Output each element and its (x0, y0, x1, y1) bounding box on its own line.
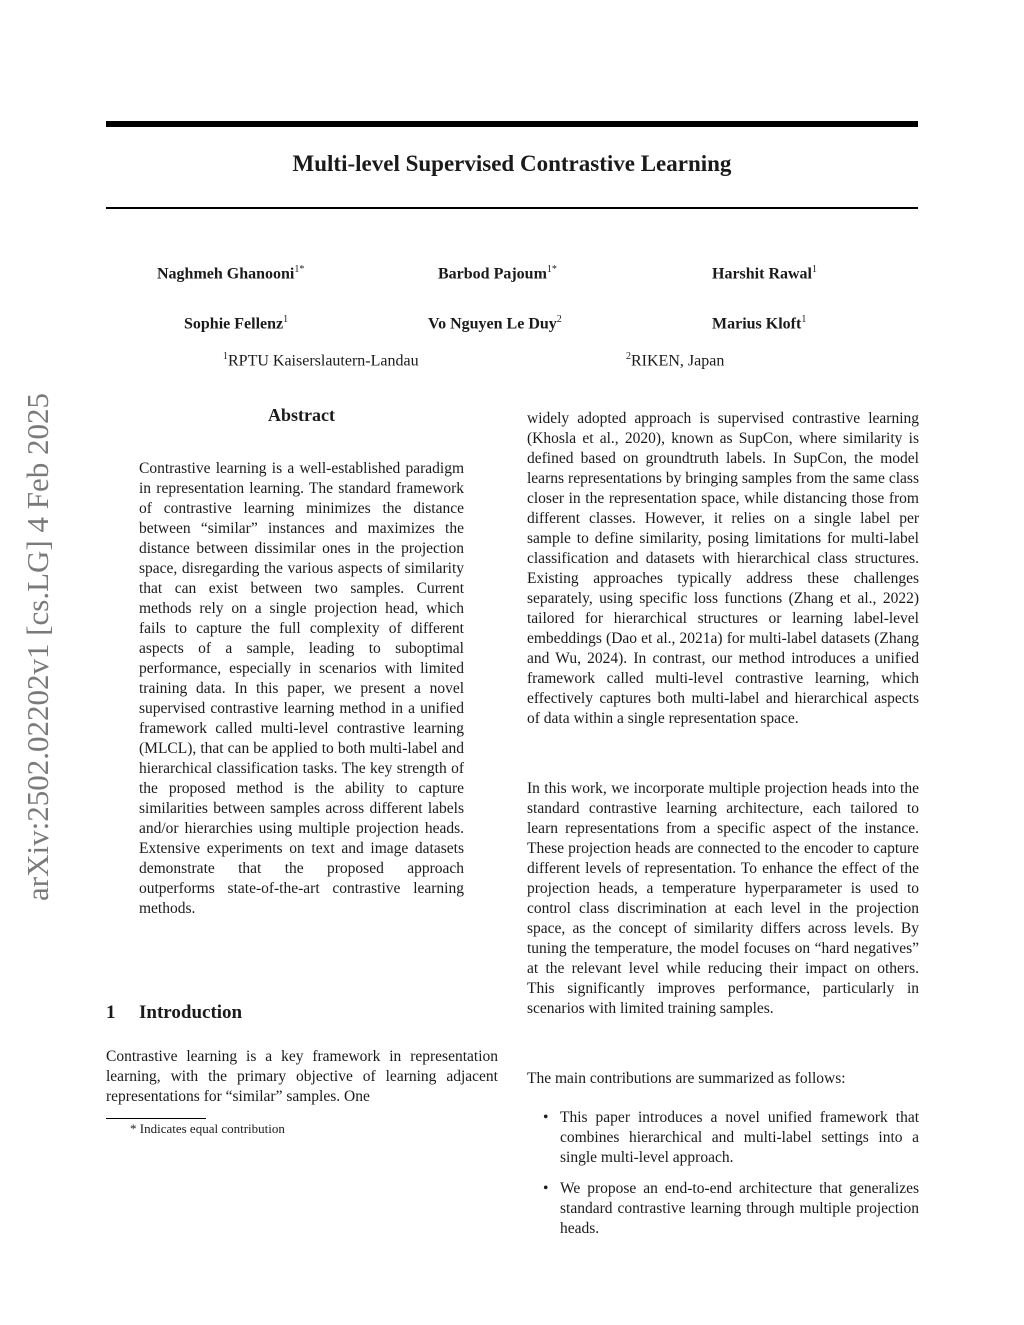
author-5: Vo Nguyen Le Duy$^2$ (428, 314, 562, 333)
title-top-rule (106, 121, 918, 127)
bullet-icon: • (543, 1180, 549, 1197)
contributions-list (527, 1108, 919, 1250)
footnote-rule (106, 1118, 206, 1119)
footnote: * Indicates equal contribution (130, 1121, 285, 1136)
bullet-icon: • (543, 1109, 549, 1126)
right-paragraph-1: widely adopted approach is supervised contrastive learning (Khosla et al., 2020), known as SupCon, where similarity is defined based on groundtruth labels. In SupCon, the model learns representations by bringing samples from the same class closer in the representation space, while distancing those from different classes. However, it relies on a single label per sample to define similarity, posing limitations for multi-label classification and datasets with hierarchical class structures. Existing approaches typically address these challenges separately, using specific loss functions (Zhang et al., 2022) tailored for hierarchical structures or learning label-level embeddings (Dao et al., 2021a) for multi-label datasets (Zhang and Wu, 2024). In contrast, our method introduces a unified framework called multi-level contrastive learning, which effectively captures both multi-label and hierarchical aspects of data within a single representation space. (527, 410, 919, 727)
affiliation-2: $^2$RIKEN, Japan (626, 351, 725, 370)
author-1: Naghmeh Ghanooni$^{1*}$ (157, 264, 305, 283)
arxiv-watermark: arXiv:2502.02202v1 [cs.LG] 4 Feb 2025 (20, 393, 55, 902)
abstract-text: Contrastive learning is a well-established paradigm in representation learning. The standard framework of contrastive learning minimizes the distance between “similar” instances and maximizes the distance between dissimilar ones in the projection space, disregarding the various aspects of similarity that can exist between two samples. Current methods rely on a single projection head, which fails to capture the full complexity of different aspects of a sample, leading to suboptimal performance, especially in scenarios with limited training data. In this paper, we present a novel supervised contrastive learning method in a unified framework called multi-level contrastive learning (MLCL), that can be applied to both multi-label and hierarchical classification tasks. The key strength of the proposed method is the ability to capture similarities between samples across different labels and/or hierarchies using multiple projection heads. Extensive experiments on text and image datasets demonstrate that the proposed approach outperforms state-of-the-art contrastive learning methods. (139, 460, 464, 917)
paper-title: Multi-level Supervised Contrastive Learning (292, 151, 732, 176)
author-6: Marius Kloft$^1$ (712, 314, 807, 333)
list-item: • This paper introduces a novel unified framework that combines hierarchical and multi-label settings into a single multi-level approach. (543, 1109, 919, 1166)
right-paragraph-2: In this work, we incorporate multiple projection heads into the standard contrastive learning architecture, each tailored to learn representations from a specific aspect of the instance. These projection heads are connected to the encoder to capture different levels of representation. To enhance the effect of the projection heads, a temperature hyperparameter is used to control class discrimination at each level in the projection space, as the concept of similarity differs across levels. By tuning the temperature, the model focuses on “hard negatives” at the relevant level while reducing their impact on others. This significantly improves performance, particularly in scenarios with limited training samples. (527, 780, 919, 1017)
affiliation-1: $^1$RPTU Kaiserslautern-Landau (223, 351, 419, 370)
introduction-paragraph: Contrastive learning is a key framework in representation learning, with the primary objective of learning adjacent representations for “similar” samples. One (106, 1048, 498, 1105)
author-2: Barbod Pajoum$^{1*}$ (438, 264, 557, 283)
list-item: • We propose an end-to-end architecture that generalizes standard contrastive learning through multiple projection heads. (543, 1180, 919, 1237)
author-3: Harshit Rawal$^1$ (712, 264, 817, 283)
title-bottom-rule (106, 207, 918, 209)
right-paragraph-3: The main contributions are summarized as follows: (527, 1070, 846, 1087)
author-4: Sophie Fellenz$^1$ (184, 314, 289, 333)
abstract-heading: Abstract (268, 405, 335, 425)
section-heading-introduction: 1 Introduction (106, 1002, 243, 1023)
